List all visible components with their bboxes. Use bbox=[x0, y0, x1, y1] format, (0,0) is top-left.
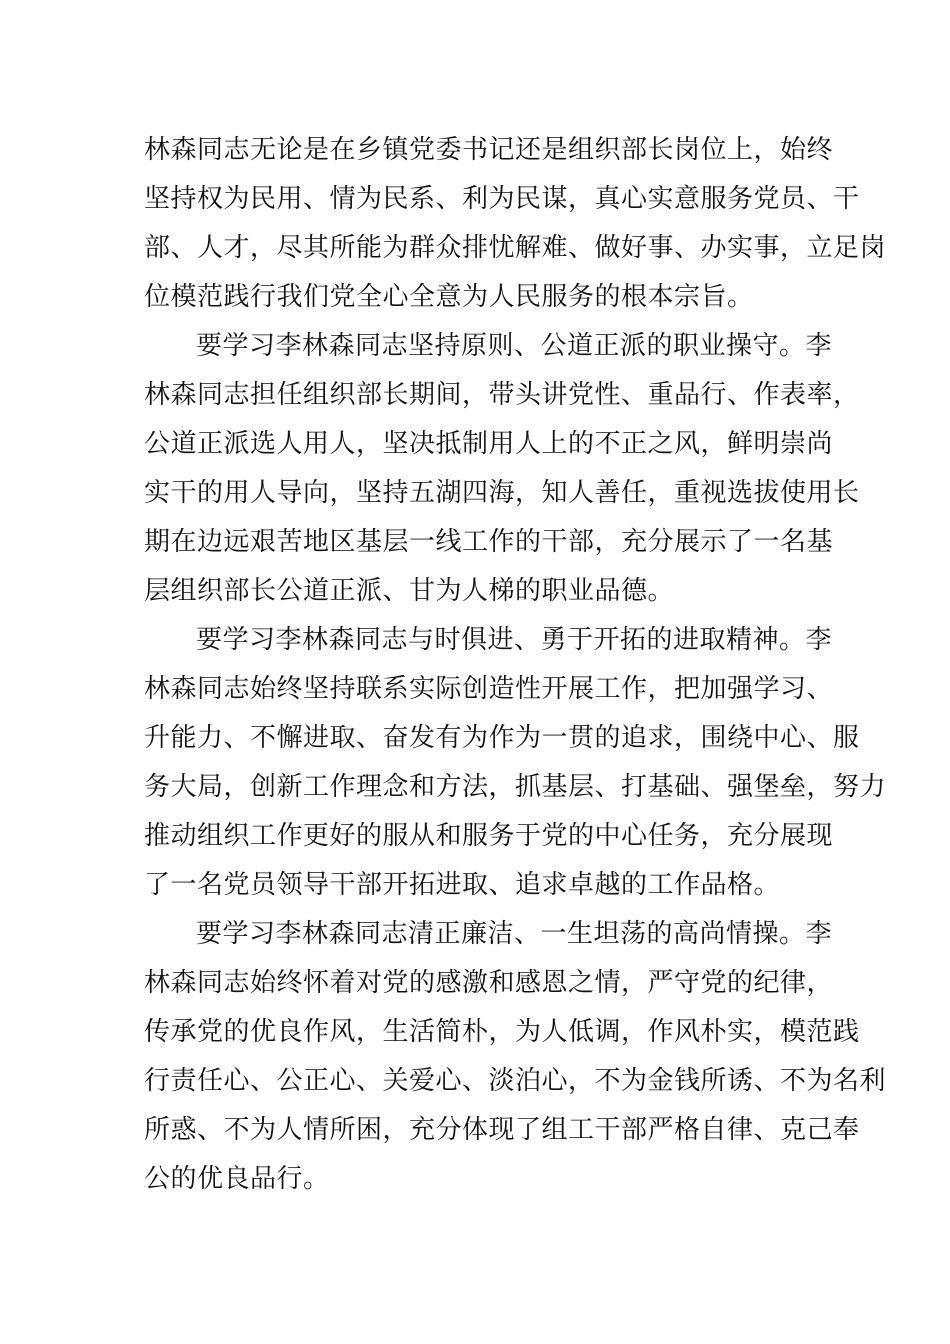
text-line: 推动组织工作更好的服从和服务于党的中心任务，充分展现 bbox=[144, 821, 834, 851]
text-line: 传承党的优良作风，生活简朴，为人低调，作风朴实，模范践 bbox=[144, 1017, 860, 1047]
text-line: 要学习李林森同志与时俱进、勇于开拓的进取精神。李 bbox=[196, 625, 833, 655]
text-line: 林森同志始终怀着对党的感激和感恩之情，严守党的纪律， bbox=[144, 968, 834, 998]
text-line: 位模范践行我们党全心全意为人民服务的根本宗旨。 bbox=[144, 282, 754, 312]
text-line: 行责任心、公正心、关爱心、淡泊心，不为金钱所诱、不为名利 bbox=[144, 1066, 887, 1096]
text-line: 林森同志无论是在乡镇党委书记还是组织部长岗位上，始终 bbox=[144, 135, 834, 165]
paragraph-4 bbox=[144, 910, 887, 1204]
text-line: 林森同志担任组织部长期间，带头讲党性、重品行、作表率， bbox=[144, 380, 860, 410]
paragraph-3 bbox=[144, 616, 887, 910]
text-line: 坚持权为民用、情为民系、利为民谋，真心实意服务党员、干 bbox=[144, 184, 860, 214]
text-line: 要学习李林森同志清正廉洁、一生坦荡的高尚情操。李 bbox=[196, 919, 833, 949]
text-line: 所惑、不为人情所困，充分体现了组工干部严格自律、克己奉 bbox=[144, 1115, 860, 1145]
text-line: 公道正派选人用人，坚决抵制用人上的不正之风，鲜明崇尚 bbox=[144, 429, 834, 459]
text-line: 要学习李林森同志坚持原则、公道正派的职业操守。李 bbox=[196, 331, 833, 361]
text-line: 公的优良品行。 bbox=[144, 1164, 330, 1194]
text-line: 务大局，创新工作理念和方法，抓基层、打基础、强堡垒，努力 bbox=[144, 772, 887, 802]
text-line: 升能力、不懈进取、奋发有为作为一贯的追求，围绕中心、服 bbox=[144, 723, 860, 753]
text-line: 层组织部长公道正派、甘为人梯的职业品德。 bbox=[144, 576, 675, 606]
paragraph-1 bbox=[144, 126, 887, 322]
text-line: 实干的用人导向，坚持五湖四海，知人善任，重视选拔使用长 bbox=[144, 478, 860, 508]
text-line: 林森同志始终坚持联系实际创造性开展工作，把加强学习、 bbox=[144, 674, 834, 704]
text-line: 期在边远艰苦地区基层一线工作的干部，充分展示了一名基 bbox=[144, 527, 834, 557]
paragraph-2 bbox=[144, 322, 860, 616]
text-line: 部、人才，尽其所能为群众排忧解难、做好事、办实事，立足岗 bbox=[144, 233, 887, 263]
document-body bbox=[144, 126, 887, 1204]
text-line: 了一名党员领导干部开拓进取、追求卓越的工作品格。 bbox=[144, 870, 781, 900]
